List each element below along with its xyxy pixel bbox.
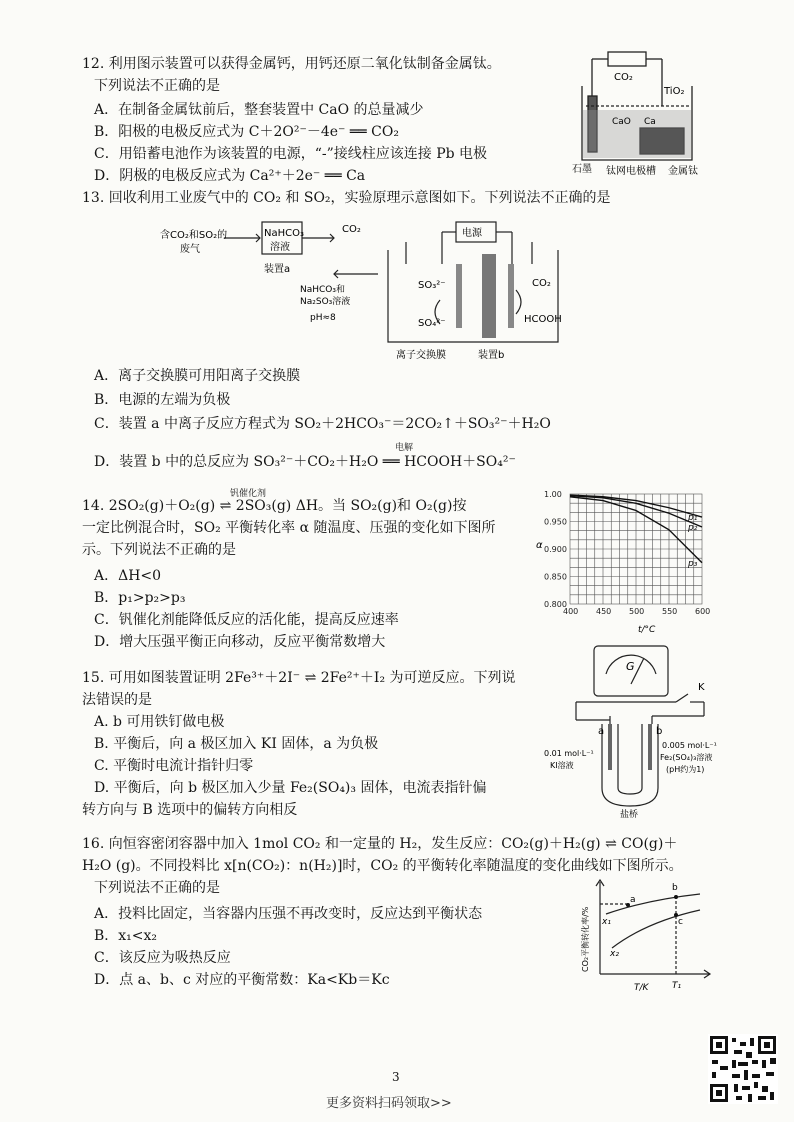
q12-electrolysis-figure [572, 50, 722, 178]
q14-axis-ylabel: α [536, 540, 543, 551]
q14-x-tick-label: 600 [695, 607, 711, 616]
q16-option-a: A．投料比固定，当容器内压强不再改变时，反应达到平衡状态 [94, 906, 483, 922]
q16-label-a: a [630, 895, 636, 905]
q13-label-so4: SO₄²⁻ [418, 318, 446, 329]
qr-code[interactable] [708, 1034, 778, 1104]
q13-label-membrane: 离子交换膜 [396, 350, 446, 361]
q14-conversion-chart [534, 486, 712, 634]
q15-option-a: A. b 可用铁钉做电极 [94, 714, 225, 730]
q14-x-tick-label: 400 [563, 607, 579, 616]
q16-label-x2: x₂ [610, 949, 619, 959]
q15-label-k: K [698, 682, 705, 693]
q12-option-d: D．阴极的电极反应式为 Ca²⁺＋2e⁻ ══ Ca [94, 168, 366, 184]
q13-label-co2-right: CO₂ [532, 278, 551, 289]
q16-stem-line3: 下列说法不正确的是 [94, 880, 220, 896]
q14-x-tick-label: 500 [629, 607, 645, 616]
q13-label-gas2: 废气 [180, 244, 200, 255]
q12-label-graphite: 石墨 [572, 164, 592, 175]
q13-label-ph: pH≈8 [310, 313, 336, 323]
q16-axis-xlabel: T/K [634, 983, 649, 993]
q16-stem-line1: 16. 向恒容密闭容器中加入 1mol CO₂ 和一定量的 H₂，发生反应：CO₂(g)＋H₂(g) ⇌ CO(g)＋ [82, 836, 678, 852]
q15-label-g: G [626, 660, 635, 673]
q13-label-co2-top: CO₂ [342, 224, 361, 235]
q15-stem-line2: 法错误的是 [82, 692, 152, 708]
q14-stem-line3: 示。下列说法不正确的是 [82, 542, 236, 558]
q16-label-t1: T₁ [672, 981, 682, 991]
q14-stem-line1: 14. 2SO₂(g)＋O₂(g) ⇌ 2SO₃(g) ΔH。当 SO₂(g)和 O₂(g)按 [82, 498, 467, 514]
q12-label-ti: 金属钛 [668, 166, 698, 177]
q13-option-a: A．离子交换膜可用阳离子交换膜 [94, 368, 301, 384]
q14-y-tick-label: 0.800 [544, 600, 567, 609]
q16-option-c: C．该反应为吸热反应 [94, 950, 231, 966]
q15-option-b: B. 平衡后，向 a 极区加入 KI 固体，a 为负极 [94, 736, 379, 752]
q13-label-device-b: 装置b [478, 350, 505, 361]
q16-label-x1: x₁ [602, 917, 611, 927]
q14-stem-line2: 一定比例混合时，SO₂ 平衡转化率 α 随温度、压强的变化如下图所 [82, 520, 496, 536]
q14-series-label-3: p₃ [688, 558, 698, 569]
footer-promo-link[interactable]: 更多资料扫码领取>> [326, 1096, 452, 1111]
q16-option-b: B．x₁<x₂ [94, 928, 158, 944]
q15-label-right3: (pH约为1) [666, 765, 705, 774]
q15-label-bridge: 盐桥 [620, 810, 639, 818]
q12-label-ca: Ca [644, 117, 656, 127]
q13-label-device-a: 装置a [264, 264, 291, 275]
q12-stem-line2: 下列说法不正确的是 [94, 78, 220, 94]
q14-option-d: D．增大压强平衡正向移动，反应平衡常数增大 [94, 634, 386, 650]
q14-x-tick-label: 550 [662, 607, 678, 616]
q13-electrolysis-condition: 电解 [395, 443, 414, 453]
page-number: 3 [392, 1070, 400, 1084]
q16-option-d: D．点 a、b、c 对应的平衡常数：Ka<Kb＝Kc [94, 972, 390, 988]
q15-option-c: C. 平衡时电流计指针归零 [94, 758, 254, 774]
q12-label-cao: CaO [612, 117, 631, 127]
q14-series-label-2: p₂ [688, 523, 698, 533]
q12-stem-line1: 12. 利用图示装置可以获得金属钙，用钙还原二氧化钛制备金属钛。 [82, 56, 501, 72]
q13-label-solution2: 溶液 [270, 242, 290, 253]
q16-conversion-figure [576, 878, 716, 998]
q13-label-so3: SO₃²⁻ [418, 280, 446, 291]
q14-y-tick-label: 1.00 [544, 490, 562, 499]
q14-y-tick-label: 0.850 [544, 572, 567, 582]
q14-x-tick-label: 450 [596, 607, 612, 616]
q12-label-tio2: TiO₂ [664, 86, 685, 97]
q13-label-solution1: NaHCO₃ [264, 228, 304, 239]
q15-label-left1: 0.01 mol·L⁻¹ [544, 749, 594, 758]
q14-series-label-1: p₁ [688, 513, 698, 524]
q15-label-right2: Fe₂(SO₄)₃溶液 [660, 753, 713, 762]
q13-label-power: 电源 [462, 228, 482, 239]
q14-option-b: B．p₁>p₂>p₃ [94, 590, 186, 606]
q13-label-mix1: NaHCO₃和 [300, 285, 345, 295]
q14-axis-xlabel: t/°C [638, 625, 656, 634]
q12-option-c: C．用铅蓄电池作为该装置的电源，“-”接线柱应该连接 Pb 电极 [94, 146, 488, 162]
q15-label-left2: KI溶液 [550, 761, 574, 770]
q15-stem-line1: 15. 可用如图装置证明 2Fe³⁺＋2I⁻ ⇌ 2Fe²⁺＋I₂ 为可逆反应。下列说 [82, 670, 516, 686]
q13-option-b: B．电源的左端为负极 [94, 392, 231, 408]
q13-label-mix2: Na₂SO₃溶液 [300, 297, 351, 307]
q15-label-a: a [598, 726, 605, 737]
q12-option-a: A．在制备金属钛前后，整套装置中 CaO 的总量减少 [94, 102, 424, 118]
q13-option-c: C．装置 a 中离子反应方程式为 SO₂＋2HCO₃⁻＝2CO₂↑＋SO₃²⁻＋H₂O [94, 416, 551, 432]
q15-galvanic-figure [544, 640, 734, 818]
q14-y-tick-label: 0.900 [544, 545, 567, 554]
q15-label-right1: 0.005 mol·L⁻¹ [662, 741, 717, 750]
q13-option-d: D．装置 b 中的总反应为 SO₃²⁻＋CO₂＋H₂O ══ HCOOH＋SO₄²⁻ [94, 454, 516, 470]
q16-stem-line2: H₂O (g)。不同投料比 x[n(CO₂)：n(H₂)]时，CO₂ 的平衡转化率随温度的变化曲线如下图所示。 [82, 858, 683, 874]
q13-label-gas1: 含CO₂和SO₂的 [160, 230, 228, 241]
q16-label-b: b [672, 883, 678, 893]
q13-stem: 13. 回收利用工业废气中的 CO₂ 和 SO₂，实验原理示意图如下。下列说法不正确的是 [82, 190, 611, 206]
q16-axis-ylabel: CO₂平衡转化率/% [581, 906, 590, 972]
q12-option-b: B．阳极的电极反应式为 C＋2O²⁻－4e⁻ ══ CO₂ [94, 124, 399, 140]
q14-catalyst-condition: 钒催化剂 [230, 489, 267, 499]
q12-label-co2: CO₂ [614, 72, 633, 83]
q13-apparatus-figure [160, 214, 580, 364]
q15-option-d: D. 平衡后，向 b 极区加入少量 Fe₂(SO₄)₃ 固体，电流表指针偏 [94, 780, 487, 796]
q14-y-tick-label: 0.950 [544, 517, 567, 527]
q16-label-c: c [678, 917, 683, 927]
q13-label-hcooh: HCOOH [524, 314, 562, 325]
q15-option-d-cont: 转方向与 B 选项中的偏转方向相反 [82, 802, 298, 818]
q14-option-c: C．钒催化剂能降低反应的活化能，提高反应速率 [94, 612, 399, 628]
q15-label-b: b [656, 726, 663, 737]
q12-label-grid: 钛网电极槽 [606, 166, 656, 177]
q14-option-a: A．ΔH<0 [94, 568, 162, 584]
